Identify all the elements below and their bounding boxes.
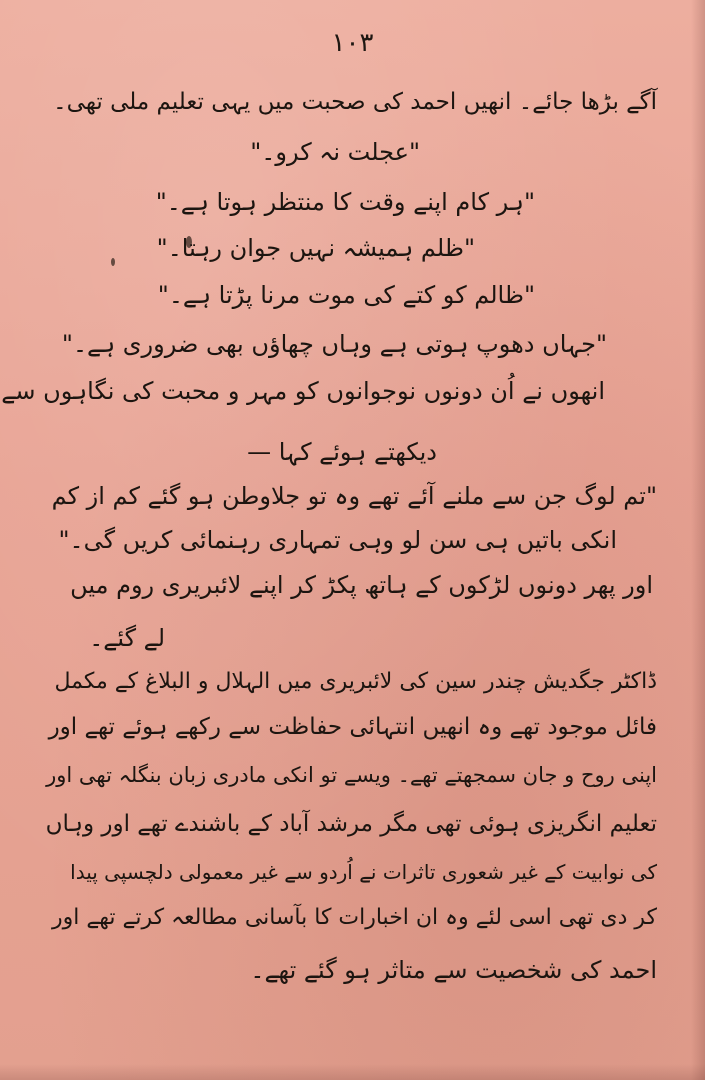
text-line: فائل موجود تھے وہ انھیں انتہائی حفاظت سے رکھے ہوئے تھے اور (48, 714, 657, 740)
text-line: کر دی تھی اسی لئے وہ ان اخبارات کا بآسانی مطالعہ کرتے تھے اور (51, 905, 657, 930)
page-number: ۱۰۳ (331, 28, 374, 58)
text-line: ڈاکٹر جگدیش چندر سین کی لائبریری میں الہلال و البلاغ کے مکمل (54, 669, 657, 694)
quote-line: "تم لوگ جن سے ملنے آئے تھے وہ تو جلاوطن ہو گئے کم از کم (51, 482, 657, 510)
quote-line: "ہر کام اپنے وقت کا منتظر ہوتا ہے۔" (155, 188, 535, 216)
quote-line: "ظالم کو کتے کی موت مرنا پڑتا ہے۔" (157, 281, 535, 309)
text-line: دیکھتے ہوئے کہا — (247, 438, 437, 466)
text-line: کی نوابیت کے غیر شعوری تاثرات نے اُردو سے غیر معمولی دلچسپی پیدا (70, 860, 657, 884)
quote-line: "ظلم ہمیشہ نہیں جوان رہتا۔" (156, 234, 475, 262)
text-line: انھوں نے اُن دونوں نوجوانوں کو مہر و محبت کی نگاہوں سے (1, 377, 605, 405)
text-line: لے گئے۔ (89, 624, 165, 652)
text-line: تعلیم انگریزی ہوئی تھی مگر مرشد آباد کے باشندے تھے اور وہاں (45, 811, 657, 837)
text-line: اور پھر دونوں لڑکوں کے ہاتھ پکڑ کر اپنے لائبریری روم میں (70, 571, 653, 599)
text-line: احمد کی شخصیت سے متاثر ہو گئے تھے۔ (250, 956, 657, 984)
quote-line: "عجلت نہ کرو۔" (250, 138, 420, 166)
text-line: آگے بڑھا جائے۔ انھیں احمد کی صحبت میں یہی تعلیم ملی تھی۔ (53, 89, 657, 115)
quote-line: "جہاں دھوپ ہوتی ہے وہاں چھاؤں بھی ضروری ہے۔" (61, 330, 607, 358)
text-line: اپنی روح و جان سمجھتے تھے۔ ویسے تو انکی مادری زبان بنگلہ تھی اور (46, 763, 657, 787)
quote-line: انکی باتیں ہی سن لو وہی تمہاری رہنمائی کریں گی۔" (58, 526, 617, 554)
